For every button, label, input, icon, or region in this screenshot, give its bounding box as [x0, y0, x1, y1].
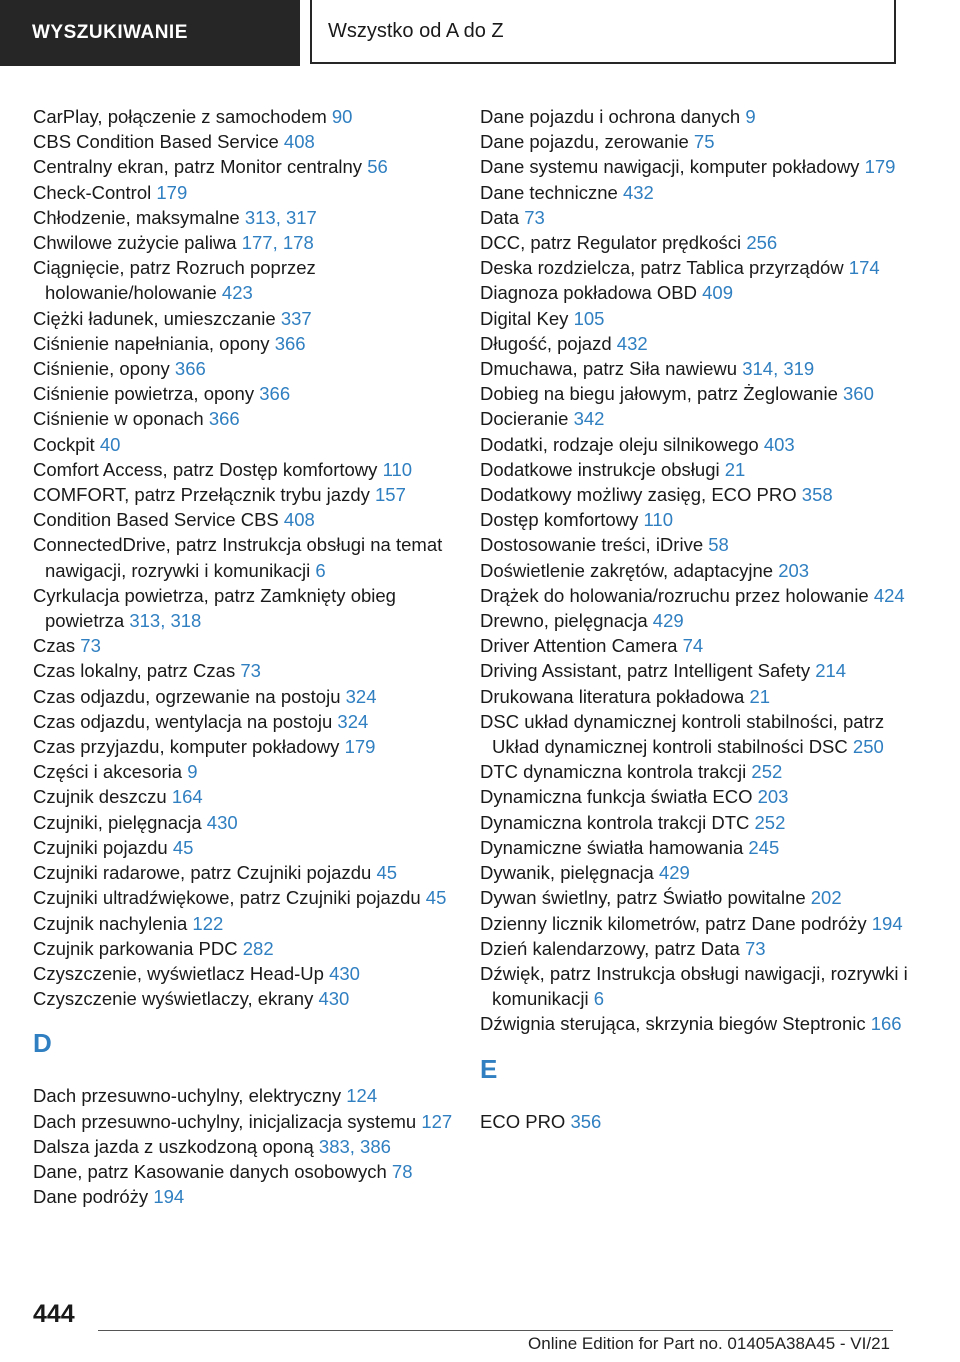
index-entry-term: ConnectedDrive, patrz Instrukcja obsługi na temat nawigacji, rozrywki i komunikacji — [33, 534, 443, 581]
index-entry-term: Ciśnienie napełniania, opony — [33, 332, 270, 354]
index-entry — [480, 961, 920, 1011]
index-entry-term: Czas lokalny, patrz Czas — [33, 660, 236, 682]
index-entry-page-link[interactable]: 21 — [749, 685, 771, 707]
index-entry-page-link[interactable]: 40 — [99, 433, 121, 455]
index-entry — [480, 583, 920, 608]
index-entry-page-link[interactable]: 73 — [240, 660, 261, 682]
index-entry-page-link[interactable]: 408 — [283, 509, 315, 531]
index-entry — [33, 860, 453, 885]
index-entry-page-link[interactable]: 256 — [746, 232, 778, 254]
index-entry-term: CarPlay, połączenie z samochodem — [33, 106, 327, 127]
index-entry — [33, 986, 453, 1011]
index-entry — [33, 306, 453, 331]
index-entry-term: Czas — [33, 635, 76, 657]
index-entry-page-link[interactable]: 429 — [658, 862, 690, 884]
index-entry — [33, 1184, 453, 1209]
index-entry-term: Dynamiczne światła hamowania — [480, 836, 744, 858]
index-entry-page-link[interactable]: 166 — [870, 1013, 902, 1035]
index-entry — [33, 432, 453, 457]
index-entry-page-link[interactable]: 324 — [337, 710, 369, 732]
index-entry — [480, 230, 920, 255]
index-entry — [480, 432, 920, 457]
index-entry-term: Dane techniczne — [480, 181, 618, 203]
index-entry-term: DTC dynamiczna kontrola trakcji — [480, 761, 747, 783]
index-entry-term: Dach przesuwno-uchylny, inicjalizacja systemu — [33, 1110, 417, 1132]
index-entry-page-link[interactable]: 9 — [745, 106, 756, 127]
index-entry-page-link[interactable]: 58 — [708, 534, 729, 556]
index-entry-page-link[interactable]: 432 — [616, 332, 648, 354]
index-entry-term: Dane podróży — [33, 1186, 149, 1208]
index-entry — [480, 709, 920, 759]
page-header — [0, 0, 960, 66]
index-entry — [33, 885, 453, 910]
index-entry-term: Dźwignia sterująca, skrzynia biegów Steptronic — [480, 1013, 866, 1035]
index-entry — [480, 684, 920, 709]
index-entry-page-link[interactable]: 174 — [848, 257, 880, 279]
index-entry — [480, 129, 920, 154]
index-entry-term: Diagnoza pokładowa OBD — [480, 282, 697, 304]
index-entry-term: Ciężki ładunek, umieszczanie — [33, 307, 276, 329]
index-entry-page-link[interactable]: 430 — [206, 811, 238, 833]
index-entry-term: Chwilowe zużycie paliwa — [33, 232, 237, 254]
index-entry-term: Czujnik parkowania PDC — [33, 937, 238, 959]
footer-divider — [98, 1330, 893, 1331]
index-entry-page-link[interactable]: 324 — [345, 685, 377, 707]
index-entry — [33, 482, 453, 507]
index-entry-term: Cyrkulacja powietrza, patrz Zamknięty obieg powietrza — [33, 584, 396, 632]
index-entry-term: Dach przesuwno-uchylny, elektryczny — [33, 1085, 342, 1107]
index-entry-page-link[interactable]: 157 — [375, 484, 406, 506]
index-entry — [33, 532, 453, 582]
index-entry-term: Docieranie — [480, 408, 569, 430]
index-column-left — [33, 104, 453, 1209]
index-entry — [480, 835, 920, 860]
index-entry-page-link[interactable]: 430 — [329, 962, 360, 984]
index-entry — [480, 759, 920, 784]
index-entry — [480, 406, 920, 431]
index-entry-page-link[interactable]: 45 — [172, 836, 194, 858]
index-entry-page-link[interactable]: 252 — [754, 811, 786, 833]
index-entry-page-link[interactable]: 408 — [283, 131, 315, 153]
index-entry — [480, 255, 920, 280]
index-entry-term: Dane pojazdu i ochrona danych — [480, 106, 741, 127]
index-entry — [33, 1134, 453, 1159]
index-entry-page-link[interactable]: 252 — [751, 761, 783, 783]
index-entry-term: COMFORT, patrz Przełącznik trybu jazdy — [33, 484, 370, 506]
index-entry-term: Dane pojazdu, zerowanie — [480, 131, 689, 153]
index-entry — [480, 306, 920, 331]
index-entry-term: Czujniki, pielęgnacja — [33, 811, 202, 833]
index-entry — [33, 1159, 453, 1184]
index-entry — [33, 457, 453, 482]
index-entry-term: Czas odjazdu, wentylacja na postoju — [33, 710, 333, 732]
index-entry-page-link[interactable]: 430 — [318, 988, 350, 1010]
index-entry — [33, 784, 453, 809]
index-entry-term: Dostęp komfortowy — [480, 509, 639, 531]
index-entry — [33, 633, 453, 658]
index-entry — [480, 381, 920, 406]
index-entry-page-link[interactable]: 358 — [801, 484, 833, 506]
index-entry-page-link[interactable]: 194 — [871, 912, 903, 934]
index-entry-term: Driver Attention Camera — [480, 635, 678, 657]
index-entry-term: Ciągnięcie, patrz Rozruch poprzez holowanie/holowanie — [33, 257, 316, 304]
index-entry — [480, 658, 920, 683]
index-entry-page-link[interactable]: 403 — [763, 433, 795, 455]
index-entry — [480, 356, 920, 381]
index-entry-term: Drukowana literatura pokładowa — [480, 685, 745, 707]
index-entry — [33, 1109, 453, 1134]
index-entry-term: Ciśnienie powietrza, opony — [33, 383, 255, 405]
index-entry-term: Dywanik, pielęgnacja — [480, 862, 654, 884]
index-entry-term: Dodatki, rodzaje oleju silnikowego — [480, 433, 759, 455]
index-entry — [33, 709, 453, 734]
index-entry-term: Dzień kalendarzowy, patrz Data — [480, 937, 740, 959]
index-entry-term: Centralny ekran, patrz Monitor centralny — [33, 156, 363, 178]
index-entry-term: Dmuchawa, patrz Siła nawiewu — [480, 358, 738, 380]
index-entry — [33, 961, 453, 986]
index-entry — [480, 784, 920, 809]
index-entry-page-link[interactable]: 177, 178 — [241, 232, 314, 254]
index-entry-term: Czujniki radarowe, patrz Czujniki pojazdu — [33, 862, 372, 884]
index-entry-page-link[interactable]: 409 — [702, 282, 734, 304]
index-entry — [33, 936, 453, 961]
index-entry-term: Deska rozdzielcza, patrz Tablica przyrządów — [480, 257, 844, 279]
index-entry — [33, 356, 453, 381]
index-entry-term: ECO PRO — [480, 1110, 566, 1132]
index-entry-page-link[interactable]: 250 — [852, 736, 884, 758]
index-entry-page-link[interactable]: 78 — [391, 1160, 413, 1182]
index-entry-page-link[interactable]: 9 — [187, 761, 198, 783]
index-entry-page-link[interactable]: 366 — [174, 358, 206, 380]
index-letter-heading: D — [33, 1028, 52, 1059]
index-entry — [33, 381, 453, 406]
index-entry — [480, 180, 920, 205]
index-entry-page-link[interactable]: 45 — [376, 862, 398, 884]
index-entry-page-link[interactable]: 75 — [693, 131, 715, 153]
index-entry-term: Czujniki ultradźwiękowe, patrz Czujniki pojazdu — [33, 887, 421, 909]
index-entry — [33, 230, 453, 255]
section-tab[interactable]: WYSZUKIWANIE — [0, 0, 300, 66]
index-entry-term: Czyszczenie wyświetlaczy, ekrany — [33, 988, 314, 1010]
index-entry-page-link[interactable]: 21 — [724, 458, 746, 480]
index-entry-term: Dane, patrz Kasowanie danych osobowych — [33, 1160, 387, 1182]
index-entry — [480, 1109, 920, 1134]
index-entry-term: Cockpit — [33, 433, 95, 455]
index-entry — [33, 810, 453, 835]
index-entry-page-link[interactable]: 73 — [524, 206, 545, 228]
index-entry-page-link[interactable]: 194 — [153, 1186, 185, 1208]
index-entry-page-link[interactable]: 314, 319 — [742, 358, 815, 380]
index-entry-page-link[interactable]: 313, 318 — [129, 610, 202, 632]
index-entry-term: Czas odjazdu, ogrzewanie na postoju — [33, 685, 341, 707]
index-entry — [480, 205, 920, 230]
index-entry-term: Dźwięk, patrz Instrukcja obsługi nawigacji, rozrywki i komunikacji — [480, 962, 908, 1010]
index-entry-term: Check-Control — [33, 181, 152, 203]
index-entry — [33, 180, 453, 205]
index-entry-page-link[interactable]: 179 — [864, 156, 896, 178]
index-entry — [33, 583, 453, 633]
index-entry-page-link[interactable]: 110 — [382, 458, 413, 480]
index-entry-term: Czujnik nachylenia — [33, 912, 188, 934]
index-entry — [480, 810, 920, 835]
index-entry-term: Dane systemu nawigacji, komputer pokładowy — [480, 156, 860, 178]
index-entry-term: Driving Assistant, patrz Intelligent Safety — [480, 660, 811, 682]
subsection-tab[interactable]: Wszystko od A do Z — [310, 0, 896, 64]
index-entry — [480, 1011, 920, 1036]
index-entry-page-link[interactable]: 342 — [573, 408, 605, 430]
index-entry-term: Doświetlenie zakrętów, adaptacyjne — [480, 559, 774, 581]
index-entry — [33, 255, 453, 305]
index-entry-term: Czyszczenie, wyświetlacz Head-Up — [33, 962, 324, 984]
index-entry — [480, 608, 920, 633]
index-entry-term: Dodatkowy możliwy zasięg, ECO PRO — [480, 484, 797, 506]
index-entry-term: Dzienny licznik kilometrów, patrz Dane podróży — [480, 912, 867, 934]
index-entry-term: Dynamiczna kontrola trakcji DTC — [480, 811, 750, 833]
index-entry-term: Czujniki pojazdu — [33, 836, 168, 858]
index-entry-page-link[interactable]: 337 — [280, 307, 312, 329]
index-entry — [33, 129, 453, 154]
index-letter-heading: E — [480, 1053, 498, 1084]
index-entry-page-link[interactable]: 127 — [421, 1110, 453, 1132]
index-entry — [480, 911, 920, 936]
index-entry — [480, 457, 920, 482]
index-entry-page-link[interactable]: 179 — [156, 181, 188, 203]
index-entry-term: Chłodzenie, maksymalne — [33, 206, 240, 228]
index-entry — [480, 507, 920, 532]
index-entry-page-link[interactable]: 282 — [242, 937, 274, 959]
index-entry-term: DCC, patrz Regulator prędkości — [480, 232, 742, 254]
index-entry-page-link[interactable]: 73 — [80, 635, 101, 657]
index-column-right — [480, 104, 920, 1134]
index-entry — [480, 154, 920, 179]
index-entry-page-link[interactable]: 423 — [221, 282, 253, 304]
index-entry-term: Długość, pojazd — [480, 332, 612, 354]
index-entry — [480, 532, 920, 557]
index-entry-term: Condition Based Service CBS — [33, 509, 279, 531]
index-entry — [480, 936, 920, 961]
index-entry-page-link[interactable]: 6 — [315, 559, 326, 581]
index-entry-term: Dywan świetlny, patrz Światło powitalne — [480, 887, 806, 909]
index-entry — [480, 280, 920, 305]
index-entry-page-link[interactable]: 356 — [570, 1110, 602, 1132]
index-entry-term: Drążek do holowania/rozruchu przez holowanie — [480, 584, 869, 606]
index-entry-term: Data — [480, 206, 520, 228]
index-entry-page-link[interactable]: 110 — [643, 509, 673, 531]
index-entry-term: Ciśnienie, opony — [33, 358, 170, 380]
index-entry-term: Czujnik deszczu — [33, 786, 167, 808]
index-entry — [33, 835, 453, 860]
index-entry — [33, 154, 453, 179]
edition-text: Online Edition for Part no. 01405A38A45 - VI/21 — [528, 1334, 890, 1353]
index-entry-page-link[interactable]: 432 — [622, 181, 654, 203]
index-entry-page-link[interactable]: 6 — [593, 988, 605, 1010]
index-entry-page-link[interactable]: 429 — [652, 610, 684, 632]
index-entry-page-link[interactable]: 203 — [778, 559, 810, 581]
index-entry — [480, 860, 920, 885]
index-entry-page-link[interactable]: 214 — [815, 660, 847, 682]
index-entry-page-link[interactable]: 203 — [757, 786, 789, 808]
index-entry-term: Drewno, pielęgnacja — [480, 610, 648, 632]
index-entry — [33, 911, 453, 936]
index-entry-term: Dynamiczna funkcja światła ECO — [480, 786, 753, 808]
index-entry — [33, 684, 453, 709]
index-entry — [480, 558, 920, 583]
index-entry-term: Ciśnienie w oponach — [33, 408, 204, 430]
index-entry-page-link[interactable]: 366 — [208, 408, 240, 430]
index-entry-page-link[interactable]: 245 — [748, 836, 780, 858]
index-entry — [480, 633, 920, 658]
index-entry — [480, 331, 920, 356]
index-entry — [33, 658, 453, 683]
index-entry — [33, 507, 453, 532]
index-entry-term: Comfort Access, patrz Dostęp komfortowy — [33, 458, 378, 480]
index-entry-page-link[interactable]: 424 — [873, 584, 905, 606]
index-entry — [33, 331, 453, 356]
index-entry — [33, 104, 453, 129]
index-entry — [33, 205, 453, 230]
index-entry-page-link[interactable]: 56 — [367, 156, 388, 178]
index-entry-page-link[interactable]: 179 — [344, 736, 376, 758]
index-entry-term: Digital Key — [480, 307, 569, 329]
index-entry-term: DSC układ dynamicznej kontroli stabilności, patrz Układ dynamicznej kontroli stabilności DSC — [480, 710, 885, 758]
index-entry — [33, 406, 453, 431]
index-entry-page-link[interactable]: 122 — [192, 912, 224, 934]
index-entry-term: Dalsza jazda z uszkodzoną oponą — [33, 1135, 314, 1157]
index-entry — [33, 734, 453, 759]
index-entry — [33, 759, 453, 784]
index-entry-term: Czas przyjazdu, komputer pokładowy — [33, 736, 340, 758]
index-entry — [480, 482, 920, 507]
index-entry-page-link[interactable]: 45 — [425, 887, 447, 909]
index-entry-term: Części i akcesoria — [33, 761, 183, 783]
index-entry-page-link[interactable]: 164 — [171, 786, 203, 808]
index-entry-term: CBS Condition Based Service — [33, 131, 279, 153]
index-entry-page-link[interactable]: 90 — [331, 106, 353, 127]
index-entry-page-link[interactable]: 313, 317 — [244, 206, 317, 228]
index-entry-term: Dodatkowe instrukcje obsługi — [480, 458, 720, 480]
index-entry-page-link[interactable]: 105 — [573, 307, 605, 329]
index-entry-term: Dostosowanie treści, iDrive — [480, 534, 704, 556]
index-entry-page-link[interactable]: 124 — [346, 1085, 378, 1107]
index-entry — [480, 104, 920, 129]
index-entry-term: Dobieg na biegu jałowym, patrz Żeglowanie — [480, 383, 838, 405]
index-entry-page-link[interactable]: 74 — [682, 635, 704, 657]
index-entry-page-link[interactable]: 360 — [843, 383, 874, 405]
index-entry-page-link[interactable]: 383, 386 — [318, 1135, 391, 1157]
index-entry-page-link[interactable]: 366 — [274, 332, 306, 354]
page-number: 444 — [33, 1300, 75, 1328]
index-entry-page-link[interactable]: 73 — [744, 937, 766, 959]
index-entry-page-link[interactable]: 366 — [259, 383, 291, 405]
index-entry — [33, 1083, 453, 1108]
index-entry-page-link[interactable]: 202 — [810, 887, 842, 909]
index-entry — [480, 885, 920, 910]
